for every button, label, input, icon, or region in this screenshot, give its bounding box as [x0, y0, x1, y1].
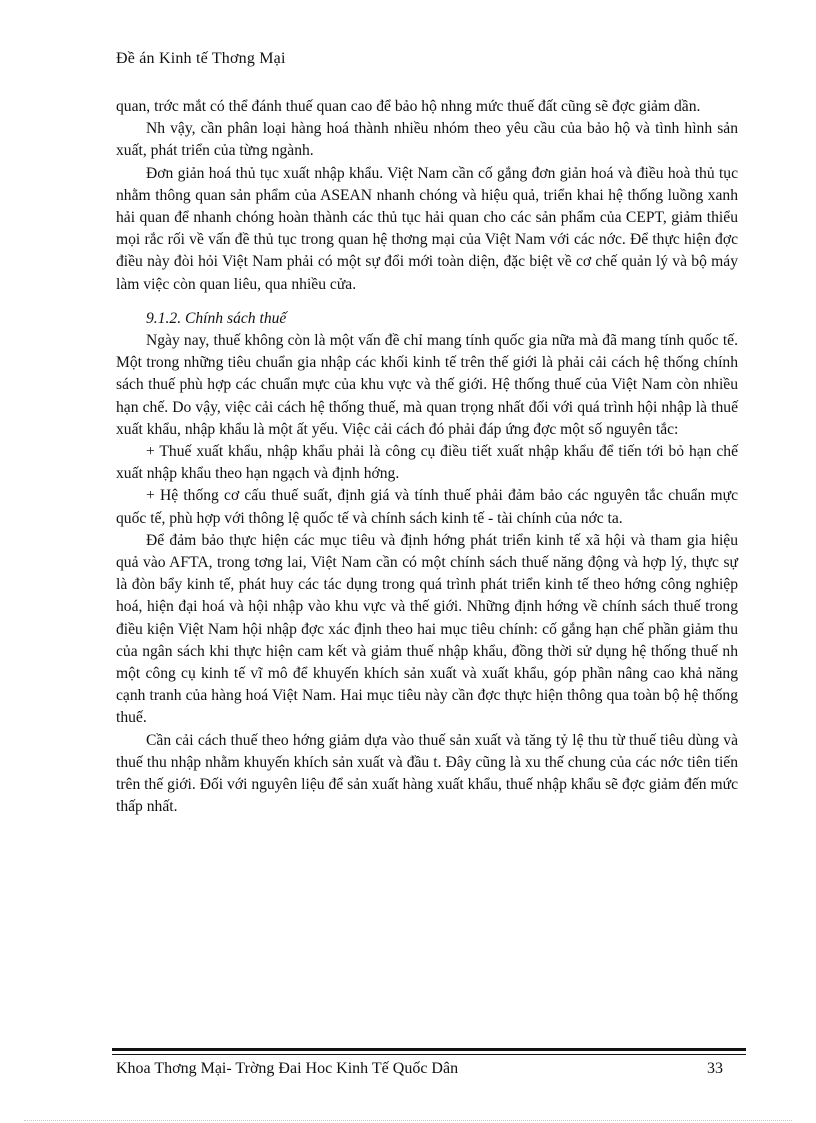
footer-divider-thick: [112, 1048, 746, 1051]
page-bottom-edge: [24, 1120, 792, 1121]
paragraph-tax-intro: Ngày nay, thuế không còn là một vấn đề chỉ mang tính quốc gia nữa mà đã mang tính quốc tế. Một trong những tiêu chuẩn gia nhập các khối kinh tế trên thế giới là phải cải cách hệ thống chính sách thuế phù hợp các chuẩn mực của khu vực và thế giới. Hệ thống thuế của Việt Nam còn nhiều hạn chế. Do vậy, việc cải cách hệ thống thuế, mà quan trọng nhất đối với quá trình hội nhập là thuế xuất khẩu, nhập khẩu là một ất yếu. Việc cải cách đó phải đáp ứng đợc một số nguyên tắc:: [116, 332, 738, 438]
paragraph-customs-procedures: Đơn giản hoá thủ tục xuất nhập khẩu. Việt Nam cần cố gắng đơn giản hoá và điều hoà thủ tục nhằm thông quan sản phẩm của ASEAN nhanh chóng và hiệu quả, triển khai hệ thống luồng xanh hải quan để nhanh chóng hoàn thành các thủ tục hải quan cho các sản phẩm của CEPT, giảm thiểu mọi rắc rối về vấn đề thủ tục trong quan hệ thơng mại của Việt Nam với các nớc. Để thực hiện đợc điều này đòi hỏi Việt Nam phải có một sự đổi mới toàn diện, đặc biệt về cơ chế quản lý và bộ máy làm việc còn quan liêu, qua nhiều cửa.: [116, 164, 738, 293]
page-number: 33: [707, 1060, 723, 1077]
paragraph-classification: Nh vậy, cần phân loại hàng hoá thành nhiều nhóm theo yêu cầu của bảo hộ và tình hình sản xuất, phát triển của từng ngành.: [116, 120, 738, 160]
paragraph-tax-orientation: Để đảm bảo thực hiện các mục tiêu và định hớng phát triển kinh tế xã hội và tham gia hiệu quả vào AFTA, trong tơng lai, Việt Nam cần có một chính sách thuế năng động và hợp lý, thực sự là đòn bẩy kinh tế, phát huy các tác dụng trong quá trình phát triển kinh tế theo hớng công nghiệp hoá, hiện đại hoá và hội nhập vào khu vực và thế giới. Những định hớng về chính sách thuế trong điều kiện Việt Nam hội nhập đợc xác định theo hai mục tiêu chính: cố gắng hạn chế phần giảm thu của ngân sách khi thực hiện cam kết và giảm thuế nhập khẩu, đồng thời sử dụng hệ thống thuế nh một công cụ kinh tế vĩ mô để khuyến khích sản xuất và xuất khẩu, góp phần nâng cao khả năng cạnh tranh của hàng hoá Việt Nam. Hai mục tiêu này cần đợc thực hiện thông qua toàn bộ hệ thống thuế.: [116, 531, 738, 727]
paragraph-tax-reform: Cần cải cách thuế theo hớng giảm dựa vào thuế sản xuất và tăng tỷ lệ thu từ thuế tiêu dùng và thuế thu nhập nhằm khuyến khích sản xuất và đầu t. Đây cũng là xu thế chung của các nớc tiên tiến trên thế giới. Đối với nguyên liệu để sản xuất hàng xuất khẩu, thuế nhập khẩu sẽ đợc giảm đến mức thấp nhất.: [116, 731, 738, 816]
page-header-title: Đề án Kinh tế Thơng Mại: [116, 50, 286, 67]
paragraph-principle-1: + Thuế xuất khẩu, nhập khẩu phải là công cụ điều tiết xuất nhập khẩu để tiến tới bỏ hạn chế xuất nhập khẩu theo hạn ngạch và định hớng.: [116, 443, 738, 483]
footer-institution: Khoa Thơng Mại- Trờng Đai Hoc Kinh Tế Quốc Dân: [116, 1060, 459, 1077]
paragraph-principle-2: + Hệ thống cơ cấu thuế suất, định giá và tính thuế phải đảm bảo các nguyên tắc chuẩn mực quốc tế, phù hợp với thông lệ quốc tế và chính sách kinh tế - tài chính của nớc ta.: [116, 487, 738, 527]
section-heading-tax-policy: 9.1.2. Chính sách thuế: [146, 309, 287, 327]
footer-divider-thin: [112, 1054, 746, 1055]
document-body: [116, 96, 738, 819]
paragraph-continuation: quan, trớc mắt có thể đánh thuế quan cao để bảo hộ nhng mức thuế đất cũng sẽ đợc giảm dần.: [116, 98, 701, 115]
